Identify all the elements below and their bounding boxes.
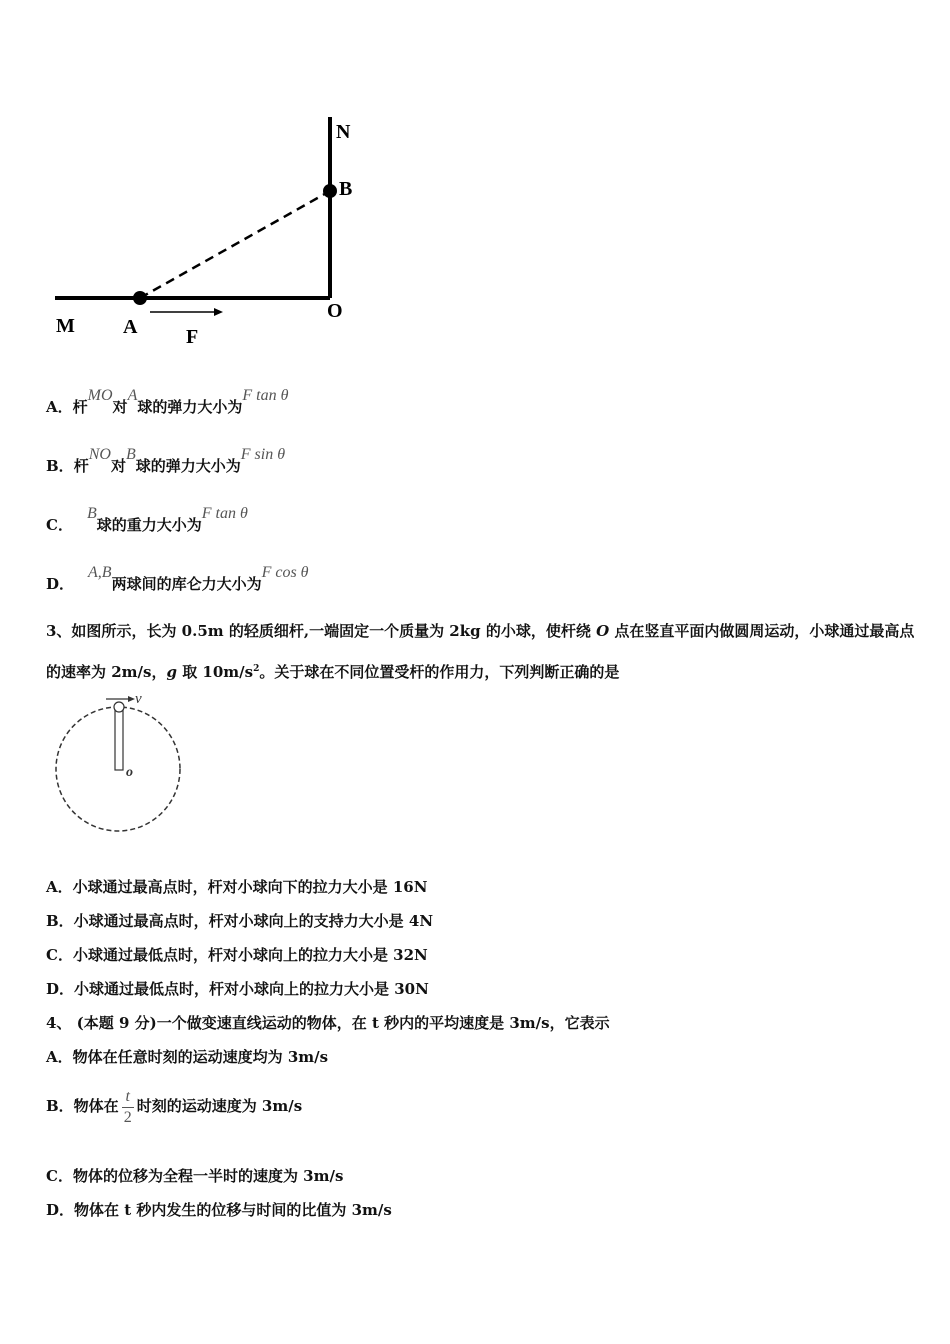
option-letter: C． <box>46 516 73 534</box>
option-text: 两球间的库仑力大小为 <box>111 575 262 593</box>
math-AB: A,B <box>88 564 112 581</box>
stem-text: 取 10m/s <box>176 663 254 681</box>
math-NO: NO <box>88 446 111 463</box>
option-text: 时刻的运动速度为 3m/s <box>136 1097 303 1115</box>
option-text: 杆 <box>72 398 88 416</box>
math-expression: F cos θ <box>261 564 309 581</box>
q3-option-c: C．小球通过最低点时，杆对小球向上的拉力大小是 32N <box>46 946 428 964</box>
q2-option-a <box>46 387 289 417</box>
label-B: B <box>339 178 353 200</box>
rod-ball-diagram <box>40 105 380 355</box>
option-text: 对 <box>112 398 128 416</box>
q4-option-a: A．物体在任意时刻的运动速度均为 3m/s <box>46 1048 329 1066</box>
velocity-arrow-head <box>128 696 135 702</box>
dashed-line-AB <box>140 191 330 298</box>
stem-superscript: 2 <box>253 664 260 674</box>
q4-option-b <box>46 1086 302 1127</box>
stem-text: 3、如图所示，长为 0.5m 的轻质细杆,一端固定一个质量为 2kg 的小球，使杆绕 <box>46 622 597 640</box>
stem-text: 。关于球在不同位置受杆的作用力，下列判断正确的是 <box>259 663 620 681</box>
ball-B <box>323 184 337 198</box>
circle-rod-diagram <box>50 688 190 838</box>
math-A: A <box>127 387 138 404</box>
label-o: o <box>126 765 133 780</box>
math-B: B <box>125 446 136 463</box>
q3-stem <box>46 612 916 691</box>
math-B: B <box>86 505 97 522</box>
option-text: 球的重力大小为 <box>96 516 202 534</box>
stem-italic-O: O <box>596 622 610 640</box>
q4-option-c: C．物体的位移为全程一半时的速度为 3m/s <box>46 1167 344 1185</box>
math-expression: F tan θ <box>201 505 248 522</box>
label-M: M <box>56 315 75 337</box>
ball <box>114 702 124 712</box>
label-N: N <box>336 121 351 143</box>
label-F: F <box>186 326 199 348</box>
fraction-numerator: t <box>125 1087 130 1105</box>
q3-option-b: B．小球通过最高点时，杆对小球向上的支持力大小是 4N <box>46 912 434 930</box>
stem-italic-g: g <box>166 663 177 681</box>
math-expression: F sin θ <box>240 446 286 463</box>
rod <box>115 708 123 770</box>
option-text: 球的弹力大小为 <box>137 398 243 416</box>
math-MO: MO <box>87 387 113 404</box>
ball-A <box>133 291 147 305</box>
label-v: v <box>135 691 142 707</box>
option-text: B．物体在 <box>46 1097 119 1115</box>
stem-text: 点在竖直平面内做圆周运动，小球通过最高点的速率为 2m/s， <box>46 622 915 681</box>
q3-option-d: D．小球通过最低点时，杆对小球向上的拉力大小是 30N <box>46 980 429 998</box>
q4-stem: 4、 (本题 9 分)一个做变速直线运动的物体，在 t 秒内的平均速度是 3m/s，它表示 <box>46 1014 610 1032</box>
option-text: 球的弹力大小为 <box>135 457 241 475</box>
label-O: O <box>327 300 343 322</box>
q2-option-c <box>46 505 248 535</box>
option-letter: A． <box>46 398 73 416</box>
option-text: 对 <box>110 457 126 475</box>
fraction-bar <box>122 1107 134 1108</box>
option-text: 杆 <box>73 457 89 475</box>
q2-option-d <box>46 564 309 594</box>
q3-option-a: A．小球通过最高点时，杆对小球向下的拉力大小是 16N <box>46 878 428 896</box>
force-arrow-head <box>214 308 223 316</box>
fraction-t-over-2 <box>122 1088 134 1127</box>
q4-option-d: D．物体在 t 秒内发生的位移与时间的比值为 3m/s <box>46 1201 392 1219</box>
math-expression: F tan θ <box>242 387 289 404</box>
option-letter: D． <box>46 575 75 593</box>
fraction-denominator: 2 <box>123 1108 132 1126</box>
q2-option-b <box>46 446 286 476</box>
label-A: A <box>123 316 138 338</box>
option-letter: B． <box>46 457 74 475</box>
